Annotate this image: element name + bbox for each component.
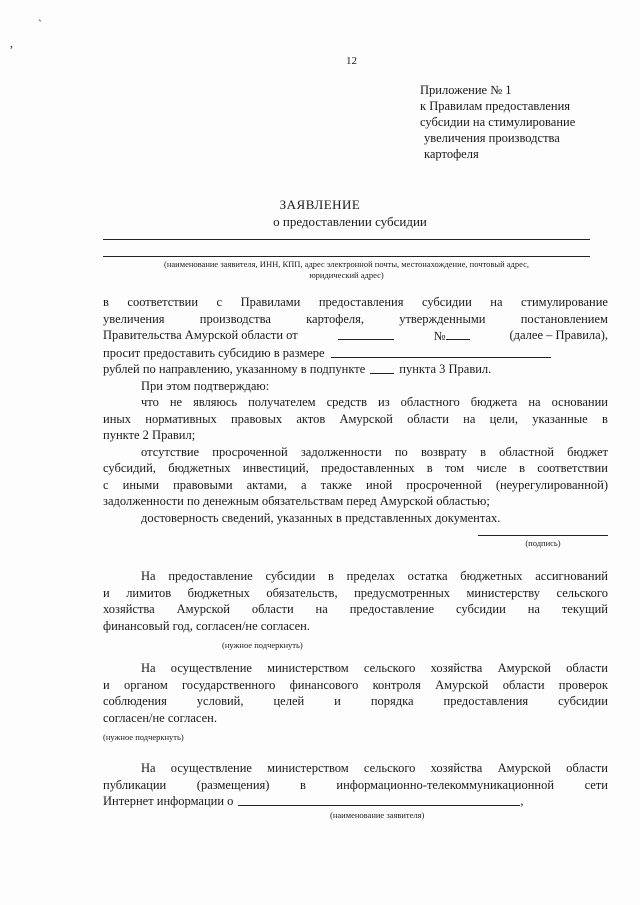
word: информационно-телекоммуникационной [336, 777, 555, 792]
word: бюджета [470, 395, 518, 409]
word: средств [326, 395, 368, 409]
word: субсидии [558, 694, 608, 708]
word: государственного [181, 677, 276, 692]
body-line [103, 477, 608, 494]
body-line: достоверность сведений, указанных в представленных документах. [141, 510, 501, 525]
word: сельского [363, 761, 416, 775]
word: министерством [267, 661, 349, 675]
word: бюджет [567, 444, 608, 459]
choice-note: (нужное подчеркнуть) [222, 640, 303, 650]
word: (неурегулированной) [495, 477, 608, 492]
appendix-heading [420, 82, 575, 162]
appendix-line: картофеля [424, 147, 479, 161]
word: сельского [363, 661, 416, 675]
word: а [301, 477, 307, 492]
word: министерством [267, 761, 349, 775]
body-line [103, 601, 608, 618]
word: правовыми [173, 477, 233, 492]
word: на [528, 395, 541, 409]
word: На [141, 661, 156, 675]
signature-field[interactable] [478, 535, 608, 548]
applicant-field-note: (наименование заявителя, ИНН, КПП, адрес электронной почты, местонахождение, почтовый адрес, юридический адрес) [164, 259, 529, 280]
word: (размещения) [196, 777, 270, 792]
word: иными [122, 477, 160, 492]
word: иной [365, 477, 393, 492]
word: бюджетных [187, 585, 250, 600]
word: предоставленных [321, 461, 415, 475]
word: осуществление [170, 761, 252, 775]
word: сельского [556, 585, 608, 600]
word: указанные [532, 411, 588, 426]
word: в [480, 444, 486, 459]
word: ассигнований [535, 569, 608, 583]
word: субсидии [455, 602, 506, 616]
word: области [251, 602, 294, 616]
body-line [103, 677, 608, 694]
body-line: задолженности по денежным обязательствам перед Амурской областью; [103, 494, 490, 508]
word: том [444, 461, 465, 475]
word: в [103, 295, 109, 309]
body-line: пункте 2 Правил; [103, 428, 196, 442]
word: в [299, 777, 306, 792]
document-title: ЗАЯВЛЕНИЕ [279, 197, 361, 212]
word: хозяйства [430, 761, 483, 775]
word: предоставление [168, 569, 253, 583]
body-line: согласен/не согласен. [103, 710, 217, 725]
body-line [103, 568, 608, 585]
word: предоставление [349, 602, 435, 616]
word: на [527, 602, 540, 616]
body-line [103, 660, 608, 677]
word: картофеля, [306, 311, 364, 326]
word: просроченной [212, 444, 288, 459]
word: с [216, 295, 223, 309]
word: области [502, 677, 545, 692]
word: увеличения [103, 311, 165, 326]
word: Амурской [435, 677, 489, 692]
word: получателем [248, 395, 316, 409]
signature-label: (подпись) [525, 538, 561, 548]
word: и [103, 677, 110, 692]
appendix-line: увеличения производства [424, 131, 560, 145]
word: текущий [561, 602, 608, 616]
word: предоставления [318, 295, 404, 309]
word: хозяйства [103, 602, 155, 616]
subsidy-amount-field[interactable] [331, 345, 551, 358]
word: в [328, 569, 334, 583]
word: остатка [407, 569, 448, 583]
body-line: Интернет информации о , [103, 794, 524, 808]
word: министерству [466, 585, 541, 600]
applicant-field-line[interactable] [103, 256, 590, 257]
word: субсидии [421, 295, 472, 309]
word: пределах [346, 569, 395, 583]
word: финансового [289, 677, 359, 692]
body-line [103, 693, 608, 710]
word: областного [400, 395, 460, 409]
word: лимитов [126, 585, 172, 600]
word: производства [199, 311, 271, 326]
word: основании [551, 395, 608, 409]
word: хозяйства [430, 661, 483, 675]
word: Амурской [339, 411, 393, 426]
body-line: Правительства Амурской области от № (далее – Правила), [103, 328, 608, 343]
subparagraph-field[interactable] [370, 361, 394, 374]
word: органом [123, 677, 168, 692]
word: субсидий, [103, 461, 156, 475]
consent-publication-paragraph [103, 760, 608, 810]
body-line: просит предоставить субсидию в размере [103, 345, 608, 362]
word: области [407, 411, 449, 426]
scan-speck-mark: , [10, 36, 13, 50]
applicant-name-field[interactable] [238, 793, 520, 806]
word: бюджетных [460, 569, 523, 583]
word: в [519, 461, 525, 475]
decree-number-field[interactable] [446, 327, 470, 340]
word: Амурской [497, 661, 551, 675]
word: в [426, 461, 433, 475]
appendix-line: субсидии на стимулирование [420, 115, 576, 129]
word: соответствии [537, 461, 608, 475]
word: не [169, 395, 183, 409]
body-line [103, 777, 608, 794]
body-line [103, 294, 608, 311]
word: по [394, 444, 408, 459]
word: на [315, 602, 328, 616]
body-line [103, 411, 608, 428]
word: Амурской [176, 602, 230, 616]
word: бюджетных [168, 461, 231, 475]
word: На [141, 761, 156, 775]
body-line [103, 311, 608, 328]
word: иных [103, 411, 132, 426]
word: Правилами [240, 295, 301, 309]
word: в [601, 411, 608, 426]
body-line [103, 444, 608, 461]
word: актами, [246, 477, 287, 492]
word: на [490, 295, 503, 309]
word: условий, [196, 694, 244, 708]
word: предоставления [443, 694, 529, 708]
consent-inspection-paragraph [103, 660, 608, 726]
appendix-line: Приложение № 1 [420, 83, 512, 97]
word: областной [499, 444, 554, 459]
word: задолженности [300, 444, 382, 459]
word: из [378, 395, 390, 409]
word: соответствии [127, 295, 199, 309]
word: также [320, 477, 352, 492]
word: осуществление [170, 661, 252, 675]
choice-note: (нужное подчеркнуть) [103, 732, 184, 742]
body-line: При этом подтверждаю: [141, 378, 270, 393]
body-line: финансовый год, согласен/не согласен. [103, 618, 310, 633]
word: целей [273, 694, 305, 708]
word: отсутствие [141, 444, 200, 459]
word: постановлением [520, 311, 608, 326]
word: субсидии [265, 569, 316, 583]
word: обязательств, [266, 585, 338, 600]
word: соблюдения [103, 694, 167, 708]
word: контроля [372, 677, 421, 692]
word: и [334, 694, 341, 708]
word: проверок [558, 677, 608, 692]
word: на [463, 411, 476, 426]
word: сети [584, 777, 608, 792]
applicant-name-note: (наименование заявителя) [330, 810, 425, 820]
appendix-line: к Правилам предоставления [420, 99, 571, 113]
word: и [103, 585, 110, 600]
body-line [103, 585, 608, 602]
word: правовых [230, 411, 283, 426]
word: с [103, 477, 109, 492]
page-number: 12 [346, 55, 357, 67]
word: Амурской [497, 761, 551, 775]
body-line: рублей по направлению, указанному в подпункте пункта 3 Правил. [103, 362, 492, 376]
body-line [103, 460, 608, 477]
applicant-field-line[interactable] [103, 239, 590, 240]
scan-speck-mark: ˏ [38, 8, 42, 22]
application-body [103, 294, 608, 526]
word: инвестиций, [242, 461, 309, 475]
body-line [103, 394, 608, 411]
word: числе [476, 461, 507, 475]
word: просроченной [406, 477, 482, 492]
word: порядка [370, 694, 414, 708]
word: возврату [420, 444, 467, 459]
document-subtitle: о предоставлении субсидии [273, 214, 427, 229]
decree-date-field[interactable] [338, 327, 394, 340]
word: что [141, 395, 159, 409]
word: являюсь [193, 395, 238, 409]
word: цели, [489, 411, 518, 426]
word: нормативных [145, 411, 217, 426]
word: публикации [103, 777, 167, 792]
consent-budget-paragraph [103, 568, 608, 634]
body-line [103, 760, 608, 777]
word: утвержденными [399, 311, 486, 326]
word: стимулирование [520, 295, 608, 309]
word: области [566, 761, 608, 775]
word: На [141, 569, 156, 583]
word: актов [296, 411, 326, 426]
word: предусмотренных [354, 585, 450, 600]
word: области [566, 661, 608, 675]
